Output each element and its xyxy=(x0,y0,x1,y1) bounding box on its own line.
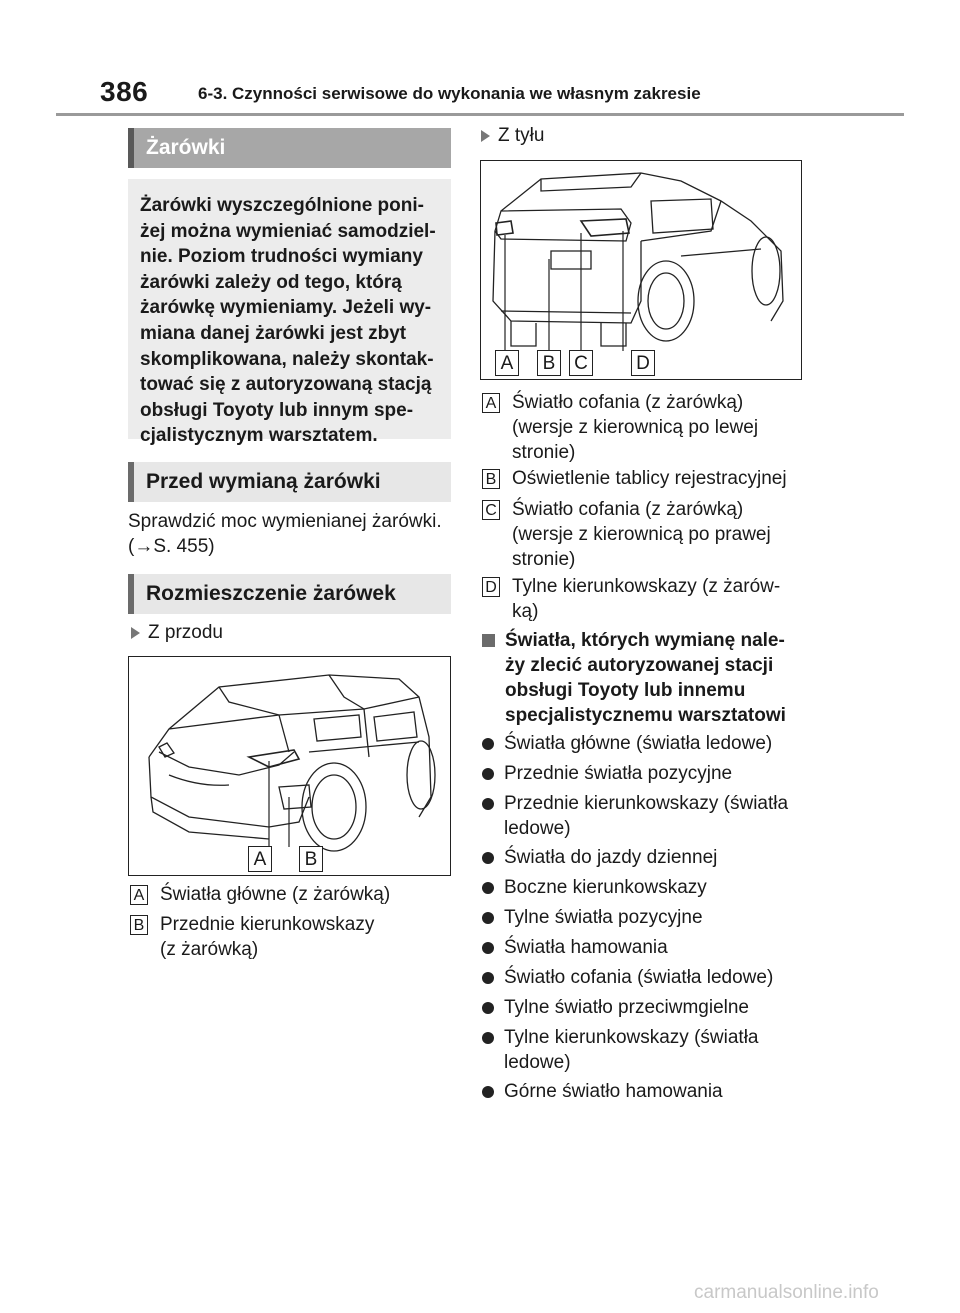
rear-heading-text: Z tyłu xyxy=(498,125,545,146)
intro-line: cjalistycznym warsztatem. xyxy=(140,425,378,447)
legend-text: (wersje z kierownicą po lewej xyxy=(512,417,759,438)
front-heading xyxy=(131,622,223,644)
dot-bullet-icon xyxy=(482,852,494,864)
legend-label-c: C xyxy=(482,500,500,520)
list-item-text: Światła główne (światła ledowe) xyxy=(504,733,773,754)
square-bullet-icon xyxy=(482,634,495,647)
list-item xyxy=(482,905,703,930)
legend-text: stronie) xyxy=(512,442,576,463)
section-title-layout xyxy=(128,574,451,614)
intro-line: Żarówki wyszczególnione poni- xyxy=(140,195,424,216)
list-item-text: Tylne światło przeciwmgielne xyxy=(504,997,749,1018)
list-item-text: Tylne kierunkowskazy (światła xyxy=(504,1027,759,1048)
section-title-before xyxy=(128,462,451,502)
list-item xyxy=(482,965,773,990)
rear-car-illustration xyxy=(481,161,801,379)
dealer-title-line: specjalistycznemu warsztatowi xyxy=(505,705,786,726)
rear-figure-label-c: C xyxy=(569,350,593,376)
legend-text: (wersje z kierownicą po prawej xyxy=(512,524,771,545)
list-item-text: ledowe) xyxy=(504,1052,571,1073)
watermark-link[interactable]: carmanualsonline.info xyxy=(694,1282,879,1303)
front-legend-b xyxy=(130,912,374,962)
before-text xyxy=(128,509,468,559)
intro-line: żarówki zależy od tego, którą xyxy=(140,271,402,293)
list-item xyxy=(482,875,707,900)
front-legend-a xyxy=(130,882,390,907)
triangle-bullet-icon xyxy=(131,627,140,639)
legend-text: (z żarówką) xyxy=(160,939,259,960)
intro-line: żarówkę wymieniamy. Jeżeli wy- xyxy=(140,297,432,319)
section-title-before-text: Przed wymianą żarówki xyxy=(146,470,381,493)
list-item xyxy=(482,935,668,960)
page-reference-link[interactable]: (→S. 455) xyxy=(128,536,215,557)
intro-line: żej można wymieniać samodziel- xyxy=(140,220,436,242)
before-line-1: Sprawdzić moc wymienianej żarówki. xyxy=(128,511,442,532)
list-item-text: Boczne kierunkowskazy xyxy=(504,877,707,898)
dot-bullet-icon xyxy=(482,1002,494,1014)
legend-text: Oświetlenie tablicy rejestracyjnej xyxy=(512,468,787,489)
chapter-title: 6-3. Czynności serwisowe do wykonania we własnym zakresie xyxy=(198,84,701,103)
dealer-title-line: ży zlecić autoryzowanej stacji xyxy=(505,655,774,676)
list-item xyxy=(482,1079,723,1104)
legend-label-b: B xyxy=(130,915,148,935)
list-item xyxy=(482,995,749,1020)
dealer-section-title xyxy=(482,628,786,728)
triangle-bullet-icon xyxy=(481,130,490,142)
section-title-layout-text: Rozmieszczenie żarówek xyxy=(146,582,396,605)
list-item-text: Światła do jazdy dziennej xyxy=(504,847,718,868)
rear-legend-b xyxy=(482,466,787,491)
rear-legend-a xyxy=(482,390,758,465)
list-item xyxy=(482,761,732,786)
dot-bullet-icon xyxy=(482,768,494,780)
list-item xyxy=(482,791,788,841)
legend-text: Światło cofania (z żarówką) xyxy=(512,499,744,520)
dot-bullet-icon xyxy=(482,942,494,954)
rear-legend-d xyxy=(482,574,780,624)
section-title-bulbs-text: Żarówki xyxy=(146,136,226,159)
legend-text: Tylne kierunkowskazy (z żarów- xyxy=(512,576,781,597)
legend-label-d: D xyxy=(482,577,500,597)
dot-bullet-icon xyxy=(482,972,494,984)
list-item-text: Światła hamowania xyxy=(504,937,668,958)
list-item xyxy=(482,731,772,756)
bulbs-intro-box xyxy=(128,179,451,447)
front-figure-label-a: A xyxy=(248,846,272,872)
front-car-illustration xyxy=(129,657,450,875)
legend-text: ką) xyxy=(512,601,539,622)
dealer-title-line: Światła, których wymianę nale- xyxy=(505,630,785,651)
rear-figure-label-b: B xyxy=(537,350,561,376)
rear-heading xyxy=(481,125,544,147)
rear-legend-c xyxy=(482,497,771,572)
front-heading-text: Z przodu xyxy=(148,622,223,643)
dot-bullet-icon xyxy=(482,738,494,750)
list-item-text: Górne światło hamowania xyxy=(504,1081,723,1102)
rear-car-figure xyxy=(480,160,802,380)
dot-bullet-icon xyxy=(482,912,494,924)
list-item xyxy=(482,845,717,870)
rear-figure-label-d: D xyxy=(631,350,655,376)
dot-bullet-icon xyxy=(482,798,494,810)
section-title-bulbs xyxy=(128,128,451,168)
list-item-text: Przednie kierunkowskazy (światła xyxy=(504,793,789,814)
dot-bullet-icon xyxy=(482,1086,494,1098)
list-item-text: Przednie światła pozycyjne xyxy=(504,763,733,784)
dot-bullet-icon xyxy=(482,1032,494,1044)
intro-line: tować się z autoryzowaną stacją xyxy=(140,374,432,396)
header-divider xyxy=(56,113,904,116)
intro-line: miana danej żarówki jest zbyt xyxy=(140,322,407,344)
intro-line: obsługi Toyoty lub innym spe- xyxy=(140,399,414,421)
dot-bullet-icon xyxy=(482,882,494,894)
list-item xyxy=(482,1025,758,1075)
page-number: 386 xyxy=(100,76,149,107)
list-item-text: ledowe) xyxy=(504,818,571,839)
front-figure-label-b: B xyxy=(299,846,323,872)
list-item-text: Światło cofania (światła ledowe) xyxy=(504,967,774,988)
dealer-title-line: obsługi Toyoty lub innemu xyxy=(505,680,746,701)
legend-text: stronie) xyxy=(512,549,576,570)
legend-text: Światła główne (z żarówką) xyxy=(160,884,391,905)
legend-text: Światło cofania (z żarówką) xyxy=(512,392,744,413)
legend-label-a: A xyxy=(130,885,148,905)
front-car-figure xyxy=(128,656,451,876)
rear-figure-label-a: A xyxy=(495,350,519,376)
legend-text: Przednie kierunkowskazy xyxy=(160,914,375,935)
intro-line: skomplikowana, należy skontak- xyxy=(140,348,434,370)
intro-line: nie. Poziom trudności wymiany xyxy=(140,246,423,268)
list-item-text: Tylne światła pozycyjne xyxy=(504,907,703,928)
legend-label-b: B xyxy=(482,469,500,489)
legend-label-a: A xyxy=(482,393,500,413)
